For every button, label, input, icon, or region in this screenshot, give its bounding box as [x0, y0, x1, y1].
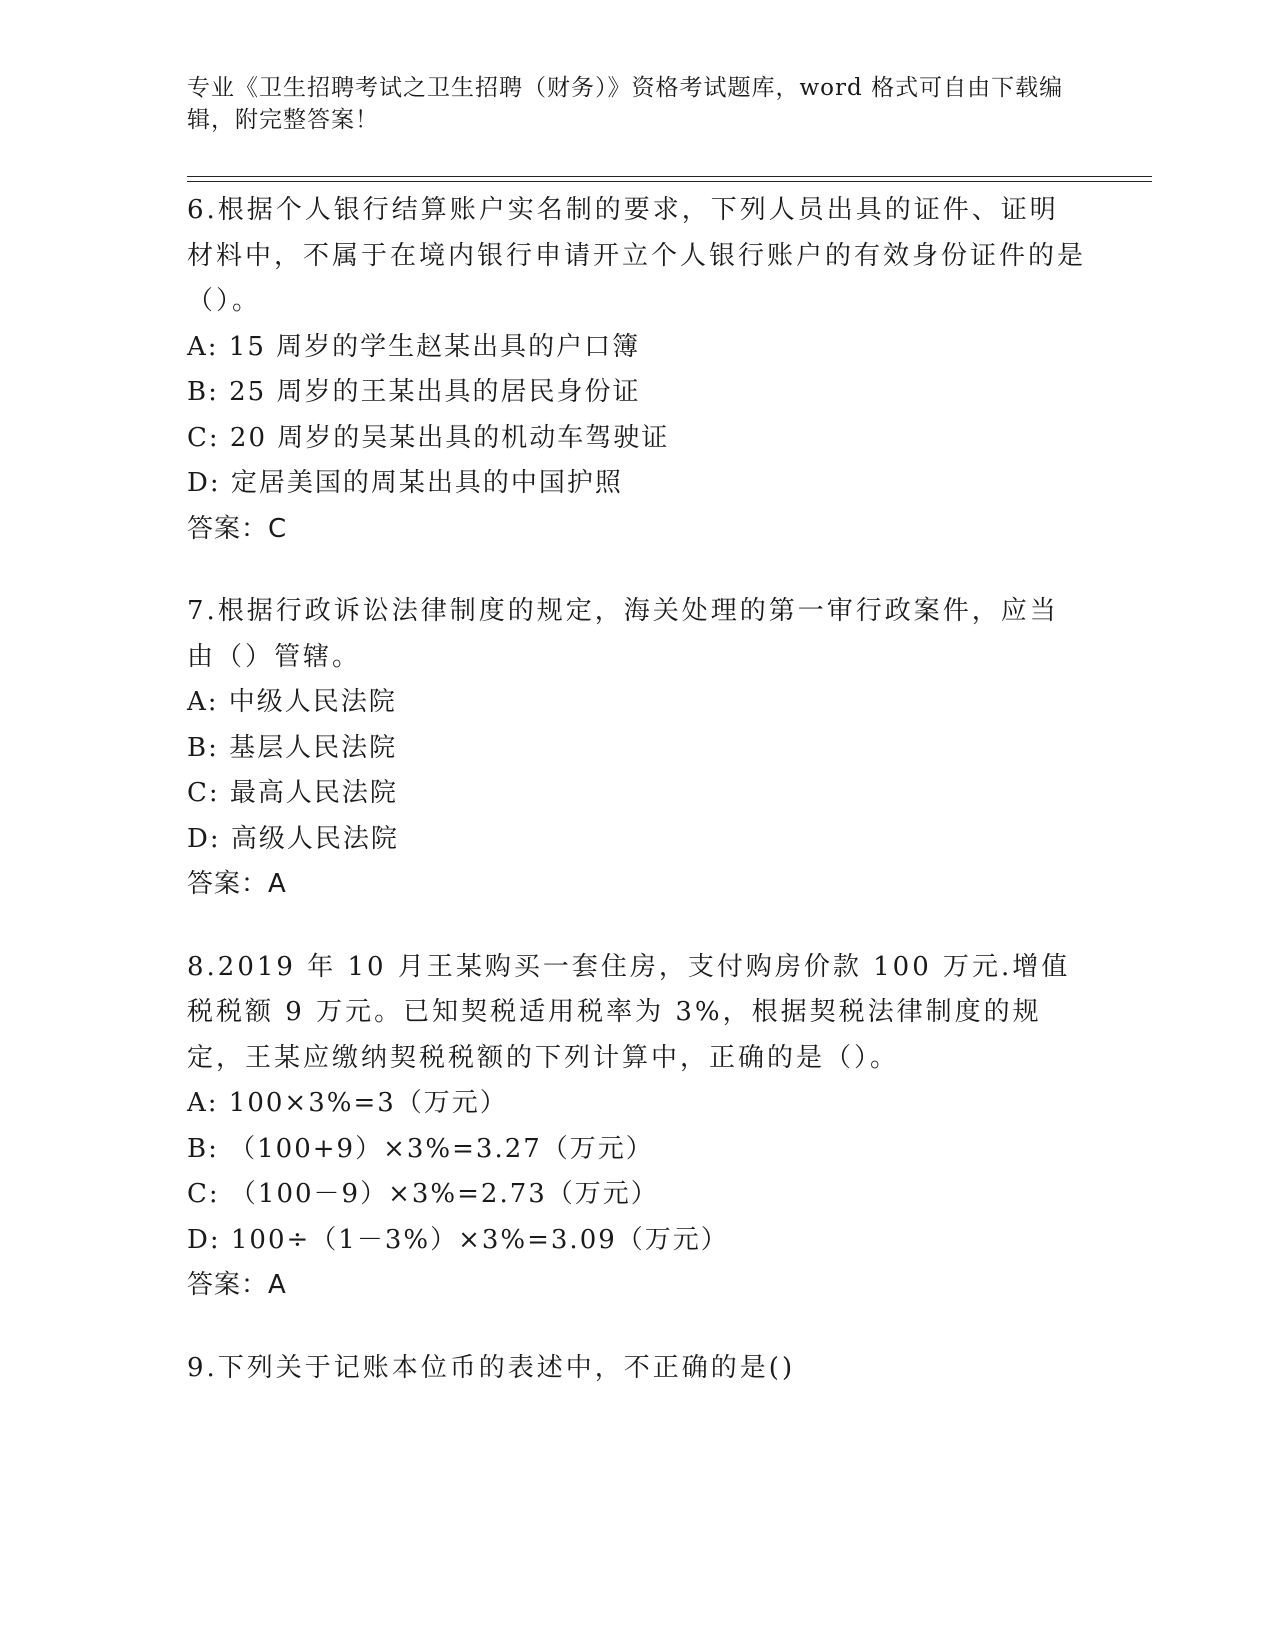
option-c: C: （100－9）×3%=2.73（万元）	[187, 1179, 659, 1209]
option-b: B: 25 周岁的王某出具的居民身份证	[187, 377, 641, 407]
option-d: D: 100÷（1－3%）×3%=3.09（万元）	[187, 1224, 729, 1255]
question-text: 9.下列关于记账本位币的表述中，不正确的是()	[187, 1352, 796, 1383]
option-c: C: 20 周岁的吴某出具的机动车驾驶证	[187, 422, 670, 453]
option-d: D: 定居美国的周某出具的中国护照	[187, 468, 623, 498]
option-a: A: 100×3%=3（万元）	[187, 1088, 508, 1118]
option-c: C: 最高人民法院	[187, 778, 398, 808]
header-divider-top	[187, 176, 1152, 177]
question-text: 7.根据行政诉讼法律制度的规定，海关处理的第一审行政案件，应当由（）管辖。	[187, 596, 1059, 672]
answer-label: 答案：A	[187, 1270, 287, 1300]
option-b: B: （100+9）×3%=3.27（万元）	[187, 1133, 654, 1164]
question-list	[187, 188, 1087, 1428]
option-d: D: 高级人民法院	[187, 823, 399, 854]
question-8	[187, 945, 1087, 1309]
answer-label: 答案：A	[187, 869, 287, 899]
question-text: 8.2019 年 10 月王某购买一套住房，支付购房价款 100 万元.增值税税额 9 万元。已知契税适用税率为 3%，根据契税法律制度的规定，王某应缴纳契税税额的下列计算中，正确的是（）。	[187, 951, 1071, 1073]
option-b: B: 基层人民法院	[187, 732, 398, 763]
document-header: 专业《卫生招聘考试之卫生招聘（财务）》资格考试题库，word 格式可自由下载编辑，附完整答案！	[187, 75, 1064, 133]
question-6	[187, 188, 1087, 552]
question-7	[187, 589, 1087, 908]
question-text: 6.根据个人银行结算账户实名制的要求，下列人员出具的证件、证明材料中，不属于在境内银行申请开立个人银行账户的有效身份证件的是（）。	[187, 195, 1087, 316]
answer-label: 答案：C	[187, 513, 288, 544]
option-a: A: 15 周岁的学生赵某出具的户口簿	[187, 331, 641, 362]
option-a: A: 中级人民法院	[187, 687, 397, 717]
header-divider-bottom	[187, 181, 1152, 182]
question-9	[187, 1346, 1087, 1392]
